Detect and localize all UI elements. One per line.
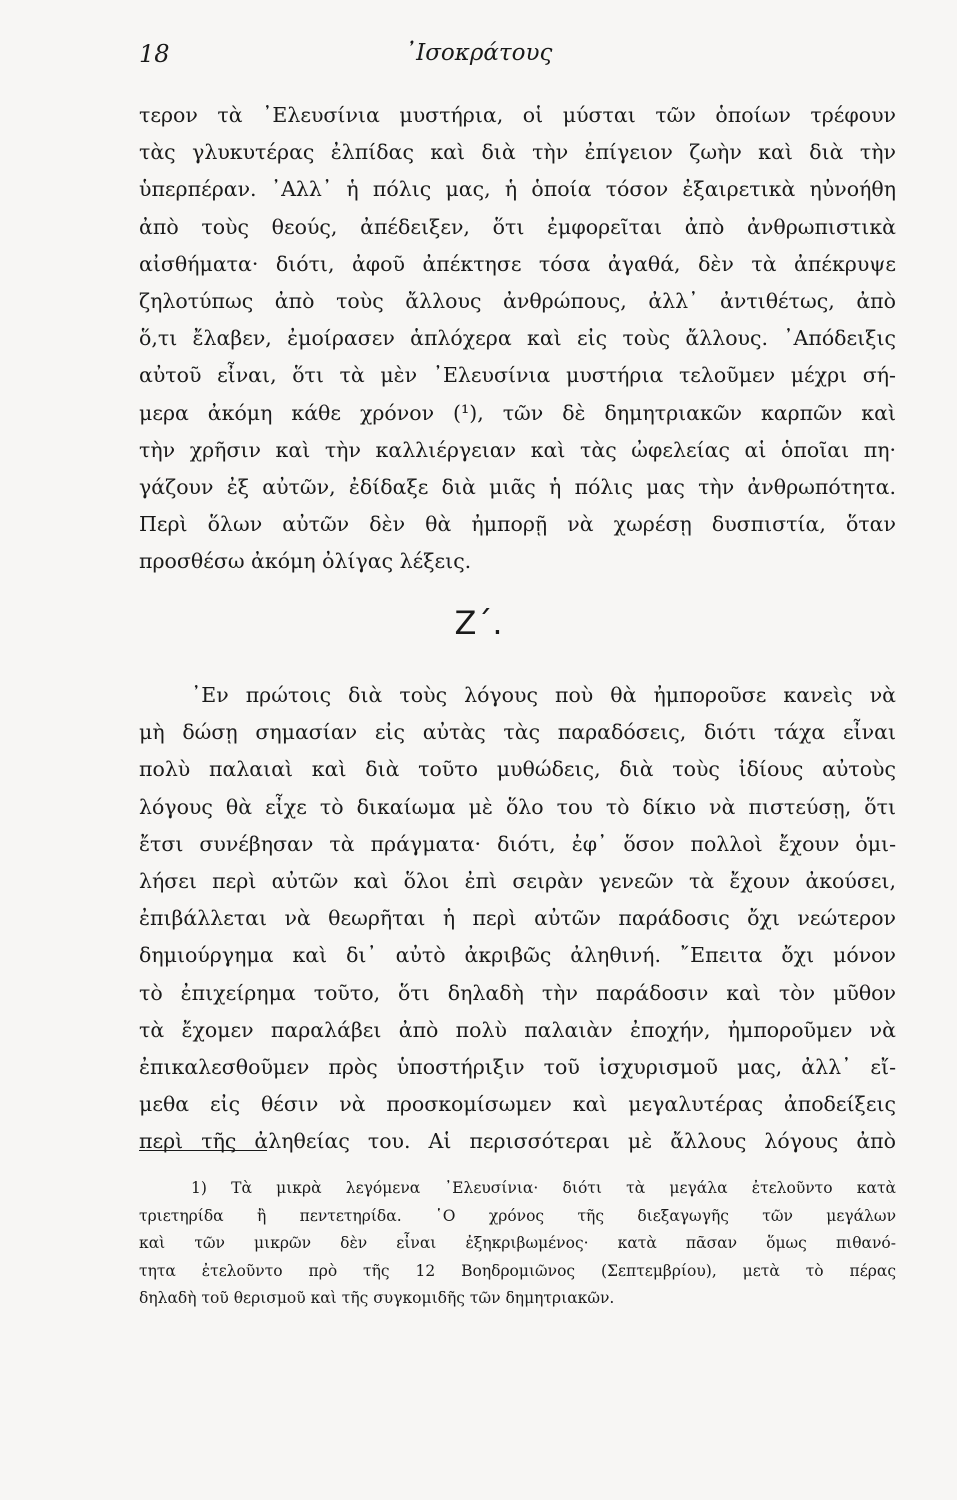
text-line: πολὺ παλαιαὶ καὶ διὰ τοῦτο μυθώδεις, διὰ τοὺς ἰδίους αὐτοὺς — [139, 757, 896, 782]
text-line: μερα ἀκόμη κάθε χρόνον (¹), τῶν δὲ δημητριακῶν καρπῶν καὶ — [139, 400, 896, 425]
footnote-line: τητα ἐτελοῦντο πρὸ τῆς 12 Βοηδρομιῶνος (Σεπτεμβρίου), μετὰ τὸ πέρας — [139, 1261, 896, 1280]
text-line: γάζουν ἐξ αὐτῶν, ἐδίδαξε διὰ μιᾶς ἡ πόλις μας τὴν ἀνθρωπότητα. — [139, 474, 896, 499]
paragraph-1 — [139, 97, 896, 580]
section-heading: Ζ΄. — [454, 604, 503, 642]
text-line: λήσει περὶ αὐτῶν καὶ ὅλοι ἐπὶ σειρὰν γενεῶν τὰ ἔχουν ἀκούσει, — [139, 868, 896, 893]
footnote-divider — [139, 1150, 267, 1151]
text-line: τὰ ἔχομεν παραλάβει ἀπὸ πολὺ παλαιὰν ἐποχήν, ἠμποροῦμεν νὰ — [139, 1017, 896, 1042]
text-line: δημιούργημα καὶ δι᾿ αὐτὸ ἀκριβῶς ἀληθινή. ῎Επειτα ὄχι μόνον — [139, 943, 896, 968]
text-line: ἀπὸ τοὺς θεούς, ἀπέδειξεν, ὅτι ἐμφορεῖται ἀπὸ ἀνθρωπιστικὰ — [139, 214, 896, 239]
text-line: λόγους θὰ εἶχε τὸ δικαίωμα μὲ ὅλο του τὸ δίκιο νὰ πιστεύσῃ, ὅτι — [139, 794, 896, 819]
text-line: ὅ,τι ἔλαβεν, ἐμοίρασεν ἁπλόχερα καὶ εἰς τοὺς ἄλλους. ᾿Απόδειξις — [139, 326, 896, 351]
text-line: τερον τὰ ᾿Ελευσίνια μυστήρια, οἱ μύσται τῶν ὁποίων τρέφουν — [139, 103, 896, 127]
text-line: ὑπερπέραν. ᾿Αλλ᾿ ἡ πόλις μας, ἡ ὁποία τόσον ἐξαιρετικὰ ηὐνοήθη — [139, 177, 896, 202]
footnote-line: 1) Τὰ μικρὰ λεγόμενα ᾿Ελευσίνια· διότι τὰ μεγάλα ἐτελοῦντο κατὰ — [191, 1179, 896, 1197]
text-line: ἔτσι συνέβησαν τὰ πράγματα· διότι, ἐφ᾿ ὅσον πολλοὶ ἔχουν ὁμι- — [139, 831, 896, 856]
running-title: ᾿Ισοκράτους — [404, 40, 553, 66]
paragraph-2 — [139, 677, 896, 1160]
footnote-line: τριετηρίδα ἢ πεντετηρίδα. ῾Ο χρόνος τῆς διεξαγωγῆς τῶν μεγάλων — [139, 1206, 896, 1225]
text-line: αὐτοῦ εἶναι, ὅτι τὰ μὲν ᾿Ελευσίνια μυστήρια τελοῦμεν μέχρι σή- — [139, 363, 896, 388]
text-line: ἐπικαλεσθοῦμεν πρὸς ὑποστήριξιν τοῦ ἰσχυρισμοῦ μας, ἀλλ᾿ εἴ- — [139, 1054, 896, 1079]
text-line: περὶ τῆς ἀληθείας του. Αἱ περισσότεραι μὲ ἄλλους λόγους ἀπὸ — [139, 1129, 896, 1154]
footnote-line: δηλαδὴ τοῦ θερισμοῦ καὶ τῆς συγκομιδῆς τῶν δημητριακῶν. — [139, 1289, 615, 1307]
text-line: ζηλοτύπως ἀπὸ τοὺς ἄλλους ἀνθρώπους, ἀλλ᾿ ἀντιθέτως, ἀπὸ — [139, 288, 896, 313]
text-line: προσθέσω ἀκόμη ὀλίγας λέξεις. — [139, 549, 472, 574]
text-line: μὴ δώσῃ σημασίαν εἰς αὐτὰς τὰς παραδόσεις, διότι τάχα εἶναι — [139, 720, 896, 745]
text-line: τὸ ἐπιχείρημα τοῦτο, ὅτι δηλαδὴ τὴν παράδοσιν καὶ τὸν μῦθον — [139, 980, 896, 1005]
footnote-line: καὶ τῶν μικρῶν δὲν εἶναι ἐξηκριβωμένος· κατὰ πᾶσαν ὅμως πιθανό- — [139, 1234, 896, 1252]
text-line: ἐπιβάλλεται νὰ θεωρῆται ἡ περὶ αὐτῶν παράδοσις ὄχι νεώτερον — [139, 906, 896, 931]
footnotes — [139, 1175, 896, 1313]
text-line: τὰς γλυκυτέρας ἐλπίδας καὶ διὰ τὴν ἐπίγειον ζωὴν καὶ διὰ τὴν — [139, 140, 896, 165]
text-line: ᾿Εν πρώτοις διὰ τοὺς λόγους ποὺ θὰ ἠμποροῦσε κανεὶς νὰ — [191, 683, 896, 707]
text-line: Περὶ ὅλων αὐτῶν δὲν θὰ ἠμπορῇ νὰ χωρέσῃ δυσπιστία, ὅταν — [139, 512, 896, 537]
page-number: 18 — [139, 40, 170, 68]
text-line: αἰσθήματα· διότι, ἀφοῦ ἀπέκτησε τόσα ἀγαθά, δὲν τὰ ἀπέκρυψε — [139, 251, 896, 276]
text-line: τὴν χρῆσιν καὶ τὴν καλλιέργειαν καὶ τὰς ὠφελείας αἱ ὁποῖαι πη· — [139, 437, 896, 462]
text-line: μεθα εἰς θέσιν νὰ προσκομίσωμεν καὶ μεγαλυτέρας ἀποδείξεις — [139, 1092, 896, 1117]
